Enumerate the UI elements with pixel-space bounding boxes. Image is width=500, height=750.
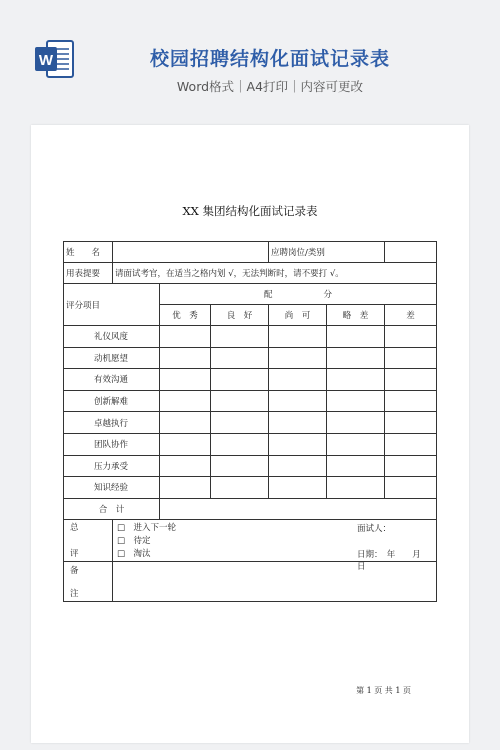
word-icon-letter: W bbox=[38, 52, 54, 69]
score-cell[interactable] bbox=[385, 433, 437, 455]
document-page bbox=[31, 125, 469, 743]
score-cell[interactable] bbox=[160, 369, 211, 391]
score-cell[interactable] bbox=[385, 455, 437, 477]
criteria-label: 压力承受 bbox=[64, 455, 160, 477]
criteria-label: 创新解难 bbox=[64, 390, 160, 412]
criteria-row bbox=[64, 390, 437, 412]
score-cell[interactable] bbox=[211, 433, 269, 455]
score-cell[interactable] bbox=[211, 326, 269, 348]
score-cell[interactable] bbox=[269, 347, 327, 369]
interview-form-table bbox=[63, 241, 437, 602]
summary-label-cell bbox=[64, 519, 113, 561]
score-cell[interactable] bbox=[211, 369, 269, 391]
score-cell[interactable] bbox=[160, 326, 211, 348]
score-cell[interactable] bbox=[211, 455, 269, 477]
score-cell[interactable] bbox=[327, 326, 385, 348]
score-cell[interactable] bbox=[269, 326, 327, 348]
score-item-label: 评分项目 bbox=[64, 284, 160, 326]
criteria-row bbox=[64, 347, 437, 369]
score-cell[interactable] bbox=[327, 477, 385, 499]
criteria-row bbox=[64, 412, 437, 434]
tip-text: 请面试考官，在适当之格内划 √，无法判断时，请不要打 √。 bbox=[113, 263, 437, 284]
summary-label-bottom: 评 bbox=[70, 549, 79, 560]
criteria-label: 卓越执行 bbox=[64, 412, 160, 434]
notes-label-cell bbox=[64, 561, 113, 601]
score-cell[interactable] bbox=[327, 369, 385, 391]
score-cell[interactable] bbox=[160, 477, 211, 499]
date-label: 日期： 年 月 日 bbox=[357, 550, 438, 573]
page-number: 第 1 页 共 1 页 bbox=[356, 686, 411, 695]
tip-row bbox=[64, 263, 437, 284]
score-cell[interactable] bbox=[385, 369, 437, 391]
criteria-label: 知识经验 bbox=[64, 477, 160, 499]
criteria-row bbox=[64, 455, 437, 477]
score-cell[interactable] bbox=[269, 455, 327, 477]
grade-poor: 差 bbox=[385, 305, 437, 326]
page-subtitle: Word格式｜A4打印｜内容可更改 bbox=[176, 79, 364, 94]
score-cell[interactable] bbox=[211, 347, 269, 369]
interviewer-label: 面试人： bbox=[357, 524, 392, 535]
score-cell[interactable] bbox=[269, 412, 327, 434]
score-cell[interactable] bbox=[269, 369, 327, 391]
score-cell[interactable] bbox=[385, 477, 437, 499]
option-pending-checkbox[interactable]: □ 待定 bbox=[117, 536, 151, 547]
score-cell[interactable] bbox=[327, 347, 385, 369]
criteria-row bbox=[64, 477, 437, 499]
criteria-row bbox=[64, 326, 437, 348]
grade-good: 良 好 bbox=[211, 305, 269, 326]
score-cell[interactable] bbox=[269, 390, 327, 412]
total-row bbox=[64, 498, 437, 519]
score-cell[interactable] bbox=[385, 347, 437, 369]
notes-label-bottom: 注 bbox=[70, 589, 79, 600]
header bbox=[0, 0, 500, 110]
summary-label-top: 总 bbox=[70, 523, 79, 534]
grade-fair: 尚 可 bbox=[269, 305, 327, 326]
score-cell[interactable] bbox=[385, 326, 437, 348]
score-cell[interactable] bbox=[269, 477, 327, 499]
notes-label-top: 备 bbox=[70, 566, 79, 577]
score-cell[interactable] bbox=[211, 477, 269, 499]
criteria-row bbox=[64, 369, 437, 391]
score-cell[interactable] bbox=[327, 433, 385, 455]
option-next-round-checkbox[interactable]: □ 进入下一轮 bbox=[117, 523, 177, 534]
score-cell[interactable] bbox=[327, 412, 385, 434]
tip-label: 用表提要 bbox=[64, 263, 113, 284]
grade-excellent: 优 秀 bbox=[160, 305, 211, 326]
name-field[interactable] bbox=[113, 242, 269, 263]
position-label: 应聘岗位/类别 bbox=[269, 242, 385, 263]
summary-cell bbox=[113, 519, 438, 573]
criteria-label: 动机愿望 bbox=[64, 347, 160, 369]
score-cell[interactable] bbox=[160, 433, 211, 455]
criteria-label: 团队协作 bbox=[64, 433, 160, 455]
page-title: 校园招聘结构化面试记录表 bbox=[149, 48, 390, 70]
criteria-row bbox=[64, 433, 437, 455]
score-cell[interactable] bbox=[160, 455, 211, 477]
score-header: 配 分 bbox=[160, 284, 437, 305]
name-label: 姓 名 bbox=[64, 242, 113, 263]
score-cell[interactable] bbox=[211, 412, 269, 434]
score-cell[interactable] bbox=[160, 347, 211, 369]
name-row bbox=[64, 242, 437, 263]
score-cell[interactable] bbox=[211, 390, 269, 412]
position-field[interactable] bbox=[385, 242, 437, 263]
total-field[interactable] bbox=[160, 498, 437, 519]
document-title: XX 集团结构化面试记录表 bbox=[182, 204, 318, 218]
option-reject-checkbox[interactable]: □ 淘汰 bbox=[117, 549, 151, 560]
score-cell[interactable] bbox=[160, 412, 211, 434]
score-cell[interactable] bbox=[160, 390, 211, 412]
score-cell[interactable] bbox=[385, 390, 437, 412]
score-cell[interactable] bbox=[327, 455, 385, 477]
criteria-label: 有效沟通 bbox=[64, 369, 160, 391]
total-label: 合 计 bbox=[64, 498, 160, 519]
score-cell[interactable] bbox=[385, 412, 437, 434]
score-header-row bbox=[64, 284, 437, 305]
grade-below: 略 差 bbox=[327, 305, 385, 326]
summary-row bbox=[64, 519, 437, 561]
criteria-label: 礼仪风度 bbox=[64, 326, 160, 348]
score-cell[interactable] bbox=[269, 433, 327, 455]
score-cell[interactable] bbox=[327, 390, 385, 412]
